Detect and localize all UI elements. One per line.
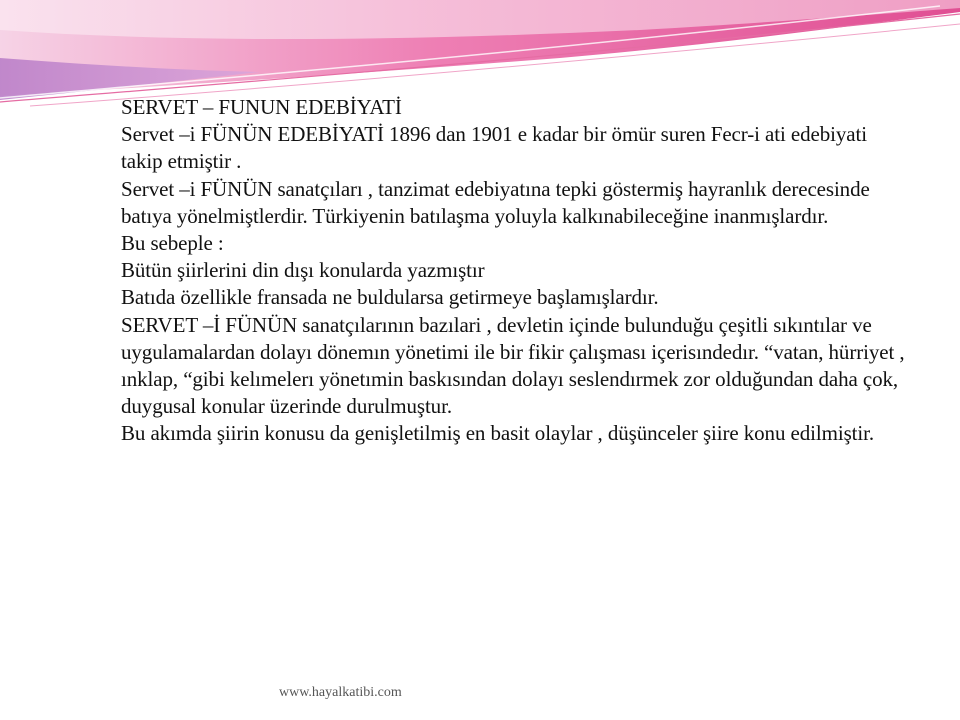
paragraph: Bütün şiirlerini din dışı konularda yazmıştır [121, 258, 485, 283]
paragraph: SERVET –İ FÜNÜN sanatçılarının bazılari , devletin içinde bulunduğu çeşitli sıkıntılar ve uygulamalardan dolayı dönemın yönetimi ile bir fikir çalışması içerisındedır. “vatan, hürriyet , ınklap, “gibi kelımelerı yönetımin baskısından dolayı seslendırmek zor olduğundan daha çok, duygusal konular üzerinde durulmuştur. [121, 312, 905, 419]
paragraph: Servet –i FÜNÜN sanatçıları , tanzimat edebiyatına tepki göstermiş hayranlık derecesinde batıya yönelmiştlerdir. Türkiyenin batılaşma yoluyla kalkınabileceğine inanmışlardır. [121, 176, 870, 228]
paragraph: Bu sebeple : [121, 231, 224, 256]
slide-body [121, 94, 911, 448]
slide-title-line: SERVET – FUNUN EDEBİYATİ [121, 95, 402, 119]
paragraph: Batıda özellikle fransada ne buldularsa getirmeye başlamışlardır. [121, 285, 659, 310]
footer-url: www.hayalkatibi.com [279, 685, 402, 700]
paragraph: Bu akımda şiirin konusu da genişletilmiş en basit olaylar , düşünceler şiire konu edilmiştir. [121, 421, 874, 446]
paragraph: Servet –i FÜNÜN EDEBİYATİ 1896 dan 1901 e kadar bir ömür suren Fecr-i ati edebiyati takip etmiştir . [121, 122, 867, 174]
